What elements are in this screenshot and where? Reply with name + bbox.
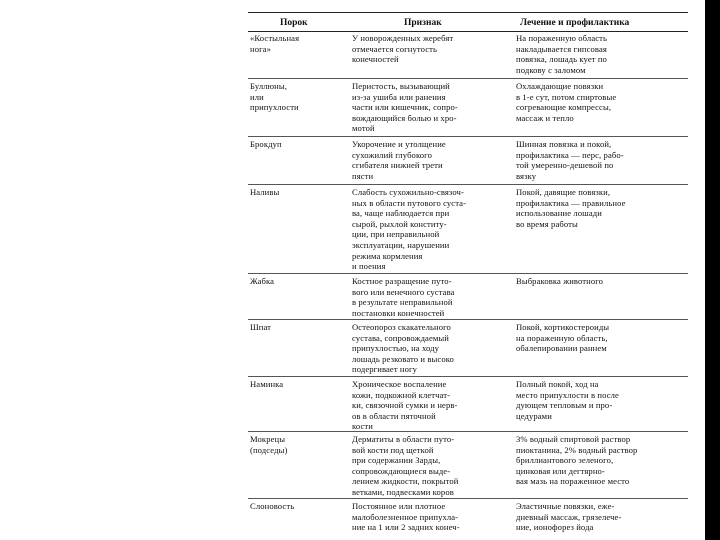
header-sign: Признак: [404, 18, 442, 28]
cell-text: Охлаждающие повязки: [516, 81, 604, 91]
cell-text: мотой: [352, 123, 375, 134]
cell-text: Полный покой, ход на: [516, 379, 599, 389]
cell-text: «Костыльная: [250, 33, 300, 43]
cell-text: Укорочение и утолщение: [352, 139, 446, 149]
cell-text: Покой, давящие повязки,: [516, 187, 611, 197]
cell-text: Дерматиты в области путо-: [352, 434, 455, 444]
cell-text: Покой, кортикостероиды: [516, 322, 610, 332]
cell-text: вождающийся болью и хро-: [352, 112, 457, 123]
cell-text: той умеренно-дешевой по: [516, 160, 614, 171]
cell-text: или: [250, 91, 264, 102]
table-cell-sign: [352, 187, 510, 272]
right-edge-bar: [705, 0, 720, 540]
cell-text: кожи, подкожной клетчат-: [352, 389, 451, 400]
table-cell-treatment: [516, 139, 688, 181]
cell-text: подергивает ногу: [352, 364, 418, 375]
table-cell-treatment: [516, 501, 688, 533]
table-cell-treatment: [516, 322, 688, 354]
cell-text: сгибателя нижней трети: [352, 160, 443, 171]
header-defect: Порок: [280, 18, 308, 28]
cell-text: эксплуатации, нарушении: [352, 239, 450, 250]
table-cell-sign: [352, 322, 510, 375]
table-top-rule: [248, 12, 688, 13]
table-cell-sign: [352, 434, 510, 498]
cell-text: повязка, лошадь кует по: [516, 54, 607, 65]
cell-text: цинковая или дегтярно-: [516, 465, 605, 476]
document-table: [248, 12, 688, 533]
row-divider: [248, 273, 688, 274]
table-cell-treatment: [516, 276, 688, 287]
cell-text: Шпат: [250, 322, 272, 332]
cell-text: сустава, сопровождаемый: [352, 332, 449, 343]
row-divider: [248, 319, 688, 320]
row-divider: [248, 376, 688, 377]
cell-text: Костное разращение путо-: [352, 276, 452, 286]
cell-text: режима кормления: [352, 250, 423, 261]
cell-text: дневный массаж, грязелече-: [516, 511, 622, 522]
table-cell-sign: [352, 276, 510, 318]
table-cell-sign: [352, 139, 510, 181]
cell-text: ки, связочной сумки и нерв-: [352, 400, 458, 411]
cell-text: ных в области путового суста-: [352, 197, 467, 208]
row-divider: [248, 136, 688, 137]
table-cell-treatment: [516, 33, 688, 75]
cell-text: накладывается гипсовая: [516, 43, 607, 54]
cell-text: сухожилий глубокого: [352, 149, 432, 160]
row-divider: [248, 78, 688, 79]
cell-text: профилактика — правильное: [516, 197, 626, 208]
cell-text: вого или венечного сустава: [352, 286, 455, 297]
row-divider: [248, 431, 688, 432]
table-row: [250, 276, 342, 287]
cell-text: обалепировании раннем: [516, 343, 607, 354]
cell-text: нога»: [250, 43, 272, 54]
cell-text: вязку: [516, 170, 537, 181]
cell-text: Остеопороз скакательного: [352, 322, 451, 332]
cell-text: ние на 1 или 2 задних конеч-: [352, 522, 460, 533]
cell-text: 3% водный спиртовой раствор: [516, 434, 631, 444]
cell-text: лошадь резковато и высоко: [352, 353, 454, 364]
row-divider: [248, 498, 688, 499]
table-cell-sign: [352, 33, 510, 65]
cell-text: ние, ионофорез йода: [516, 522, 594, 533]
cell-text: (подседы): [250, 444, 288, 455]
cell-text: конечностей: [352, 54, 399, 65]
cell-text: припухлости: [250, 102, 299, 113]
table-row: [250, 33, 342, 54]
cell-text: малоболезненное припухла-: [352, 511, 459, 522]
cell-text: Слабость сухожильно-связоч-: [352, 187, 464, 197]
cell-text: цедурами: [516, 410, 552, 421]
cell-text: Перистость, вызывающий: [352, 81, 450, 91]
cell-text: бриллиантового зеленого,: [516, 455, 614, 466]
cell-text: Эластичные повязки, еже-: [516, 501, 615, 511]
cell-text: ва, чаще наблюдается при: [352, 208, 450, 219]
cell-text: во время работы: [516, 218, 578, 229]
cell-text: Шинная повязка и покой,: [516, 139, 612, 149]
cell-text: пясти: [352, 170, 374, 181]
cell-text: Выбраковка животного: [516, 276, 604, 286]
header-treatment: Лечение и профилактика: [520, 18, 630, 28]
cell-text: ветками, подвесками коров: [352, 486, 454, 497]
cell-text: массаж и тепло: [516, 112, 574, 123]
cell-text: Хроническое воспаление: [352, 379, 447, 389]
cell-text: вая мазь на пораженное место: [516, 476, 630, 487]
cell-text: согревающие компрессы,: [516, 102, 612, 113]
cell-text: на пораженную область,: [516, 332, 608, 343]
cell-text: подкову с заломом: [516, 64, 586, 75]
cell-text: место припухлости в после: [516, 389, 619, 400]
row-divider: [248, 184, 688, 185]
table-cell-treatment: [516, 187, 688, 229]
cell-text: части или кишечник, сопро-: [352, 102, 458, 113]
cell-text: Буллюны,: [250, 81, 287, 91]
table-row: [250, 81, 342, 113]
table-row: [250, 322, 342, 333]
cell-text: Постоянное или плотное: [352, 501, 446, 511]
cell-text: постановки конечностей: [352, 307, 445, 318]
cell-text: пиоктанина, 2% водный раствор: [516, 444, 638, 455]
table-row: [250, 139, 342, 150]
cell-text: вой кости под щеткой: [352, 444, 434, 455]
cell-text: лением жидкости, покрытой: [352, 476, 459, 487]
cell-text: ции, при неправильной: [352, 229, 440, 240]
table-cell-treatment: [516, 434, 688, 487]
cell-text: Наливы: [250, 187, 280, 197]
cell-text: в результате неправильной: [352, 297, 453, 308]
cell-text: при содержании Зарды,: [352, 455, 441, 466]
cell-text: Наминка: [250, 379, 284, 389]
table-row: [250, 501, 342, 512]
cell-text: Слоновость: [250, 501, 295, 511]
table-row: [250, 379, 342, 390]
table-cell-sign: [352, 379, 510, 432]
cell-text: кости: [352, 421, 373, 432]
cell-text: сырой, рыхлой конститу-: [352, 218, 447, 229]
cell-text: отмечается согнутость: [352, 43, 437, 54]
cell-text: ов в области пяточной: [352, 410, 436, 421]
header-bottom-rule: [248, 31, 688, 32]
table-row: [250, 434, 342, 455]
cell-text: из-за ушиба или ранения: [352, 91, 446, 102]
cell-text: использование лошади: [516, 208, 602, 219]
table-row: [250, 187, 342, 198]
cell-text: У новорожденных жеребят: [352, 33, 454, 43]
table-cell-treatment: [516, 81, 688, 123]
table-cell-sign: [352, 81, 510, 134]
cell-text: сопровождающиеся выде-: [352, 465, 451, 476]
cell-text: Мокрецы: [250, 434, 286, 444]
table-cell-treatment: [516, 379, 688, 421]
cell-text: в 1-е сут, потом спиртовые: [516, 91, 617, 102]
cell-text: На пораженную область: [516, 33, 608, 43]
cell-text: припухлостью, на ходу: [352, 343, 440, 354]
cell-text: дующем тепловым и про-: [516, 400, 613, 411]
cell-text: Брокдуп: [250, 139, 282, 149]
table-cell-sign: [352, 501, 510, 533]
cell-text: и поения: [352, 261, 386, 272]
cell-text: профилактика — перс, рабо-: [516, 149, 624, 160]
cell-text: Жабка: [250, 276, 275, 286]
